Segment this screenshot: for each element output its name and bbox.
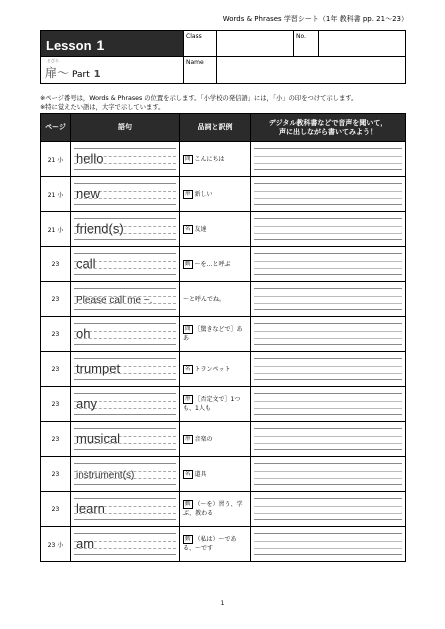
name-field[interactable] [217,57,406,84]
row-word: new [76,186,100,201]
header-pos: 品詞と訳例 [180,114,251,142]
class-label: Class [184,31,217,57]
row-word: any [76,396,97,411]
row-page: 23 [41,352,71,387]
row-word: musical [76,431,121,446]
writing-lines[interactable] [254,288,402,310]
pos-badge: 形 [185,435,191,442]
writing-lines[interactable] [254,498,402,520]
row-meaning: （～を）習う、学ぶ、教わる [183,501,243,517]
row-page: 23 [41,422,71,457]
row-page: 23 [41,247,71,282]
row-word-cell [71,527,180,562]
pos-badge: 名 [185,225,191,232]
row-write-cell[interactable] [251,457,406,492]
header-page: ページ [41,114,71,142]
table-row [41,247,406,282]
row-meaning: （私は）～である、～です [183,536,237,552]
row-meaning: ～を…と呼ぶ [194,260,231,268]
pos-badge: 間 [185,155,191,162]
writing-lines[interactable] [254,323,402,345]
table-row [41,317,406,352]
row-word: instrument(s) [76,470,135,481]
name-label: Name [184,57,217,84]
page-number: 1 [220,600,225,607]
vocabulary-table [40,113,406,562]
row-meaning: 音楽の [194,435,213,443]
no-label: No. [294,31,319,57]
unit-title-text: 扉～ [45,66,70,80]
header-word: 語句 [71,114,180,142]
row-page: 23 [41,387,71,422]
writing-lines[interactable] [254,428,402,450]
word-guide-lines [74,428,176,450]
row-meaning: トランペット [194,365,231,373]
table-row [41,177,406,212]
row-pos-cell [180,282,251,317]
writing-lines[interactable] [254,463,402,485]
row-word-cell [71,492,180,527]
row-pos-cell [180,177,251,212]
writing-lines[interactable] [254,218,402,240]
unit-title [45,64,101,81]
row-meaning: 道具 [194,470,207,478]
row-meaning: 友達 [194,225,207,233]
sheet-header-title: Words & Phrases 学習シート（1年 教科書 pp. 21～23） [222,15,408,23]
row-page: 23 [41,492,71,527]
lesson-heading [41,31,184,57]
pos-badge: 名 [185,365,191,372]
pos-badge: 動 [185,260,191,267]
word-guide-lines [74,358,176,380]
class-field[interactable] [217,31,294,57]
unit-part-label: Part [72,70,90,80]
unit-ruby: とびら [47,58,59,63]
row-page: 23 [41,317,71,352]
row-word-cell [71,142,180,177]
row-pos-cell [180,457,251,492]
row-page: 23 小 [41,527,71,562]
row-word: am [76,536,95,551]
row-write-cell[interactable] [251,352,406,387]
row-meaning: ［否定文で］1つも、1人も [183,396,241,412]
pos-badge: 動 [185,501,191,507]
header-write-line1: デジタル教科書などで音声を聞いて， [268,118,388,127]
word-guide-lines [74,253,176,275]
row-meaning: 新しい [194,190,213,198]
row-meaning: ［驚きなどで］ああ [183,326,243,342]
pos-badge: 形 [185,190,191,197]
row-word-cell [71,457,180,492]
table-row [41,387,406,422]
writing-lines[interactable] [254,533,402,555]
row-page: 21 小 [41,212,71,247]
header-write [251,114,406,142]
row-write-cell[interactable] [251,492,406,527]
table-row [41,282,406,317]
row-page: 23 [41,282,71,317]
row-word: friend(s) [76,221,124,236]
lesson-number: 1 [96,37,105,53]
row-write-cell[interactable] [251,422,406,457]
row-meaning: こんにちは [194,155,225,163]
row-word: call [76,256,96,271]
row-word-cell [71,282,180,317]
row-word-cell [71,247,180,282]
writing-lines[interactable] [254,253,402,275]
word-guide-lines [74,498,176,520]
row-pos-cell [180,247,251,282]
word-guide-lines [74,288,176,310]
row-word-cell [71,387,180,422]
writing-lines[interactable] [254,358,402,380]
row-write-cell[interactable] [251,177,406,212]
row-word: oh [76,326,91,341]
row-word: learn [76,501,105,516]
word-guide-lines [74,183,176,205]
row-page: 21 小 [41,177,71,212]
row-word-cell [71,422,180,457]
word-guide-lines [74,323,176,345]
row-page: 21 小 [41,142,71,177]
note-line: ※特に覚えたい語は，大字で示しています。 [40,104,165,111]
writing-lines[interactable] [254,148,402,170]
table-row [41,352,406,387]
table-row [41,492,406,527]
row-page: 23 [41,457,71,492]
row-write-cell[interactable] [251,212,406,247]
row-pos-cell [180,352,251,387]
pos-badge: 動 [185,536,191,542]
table-row [41,457,406,492]
row-meaning: ～と呼んでね。 [183,295,226,303]
header-write-line2: 声に出しながら書いてみよう！ [279,127,377,136]
row-write-cell[interactable] [251,387,406,422]
row-pos-cell [180,422,251,457]
unit-part-number: 1 [93,69,101,80]
word-guide-lines [74,148,176,170]
pos-badge: 間 [185,326,191,332]
row-word-cell [71,177,180,212]
pos-badge: 名 [185,470,191,477]
pos-badge: 形 [185,396,191,402]
row-pos-cell [180,527,251,562]
row-write-cell[interactable] [251,247,406,282]
row-write-cell[interactable] [251,317,406,352]
lesson-label: Lesson [46,38,92,53]
word-guide-lines [74,393,176,415]
writing-lines[interactable] [254,183,402,205]
row-word-cell [71,352,180,387]
note-line: ※ページ番号は，Words & Phrases の位置を示します。「小学校の発信語」には，「小」の印をつけて示します。 [40,95,358,102]
row-write-cell[interactable] [251,527,406,562]
no-field[interactable] [319,31,406,57]
word-guide-lines [74,218,176,240]
row-write-cell[interactable] [251,282,406,317]
row-pos-cell [180,387,251,422]
table-row [41,142,406,177]
writing-lines[interactable] [254,393,402,415]
word-guide-lines [74,463,176,485]
title-block [40,30,406,84]
row-word: trumpet [76,361,121,376]
table-row [41,212,406,247]
row-write-cell[interactable] [251,142,406,177]
unit-title-cell [41,57,184,84]
row-pos-cell [180,212,251,247]
table-row [41,527,406,562]
table-row [41,422,406,457]
row-word: Please call me ~. [76,295,153,306]
row-pos-cell [180,142,251,177]
row-pos-cell [180,317,251,352]
row-word: hello [76,151,104,166]
word-guide-lines [74,533,176,555]
notes [40,94,357,112]
row-word-cell [71,212,180,247]
row-word-cell [71,317,180,352]
row-pos-cell [180,492,251,527]
